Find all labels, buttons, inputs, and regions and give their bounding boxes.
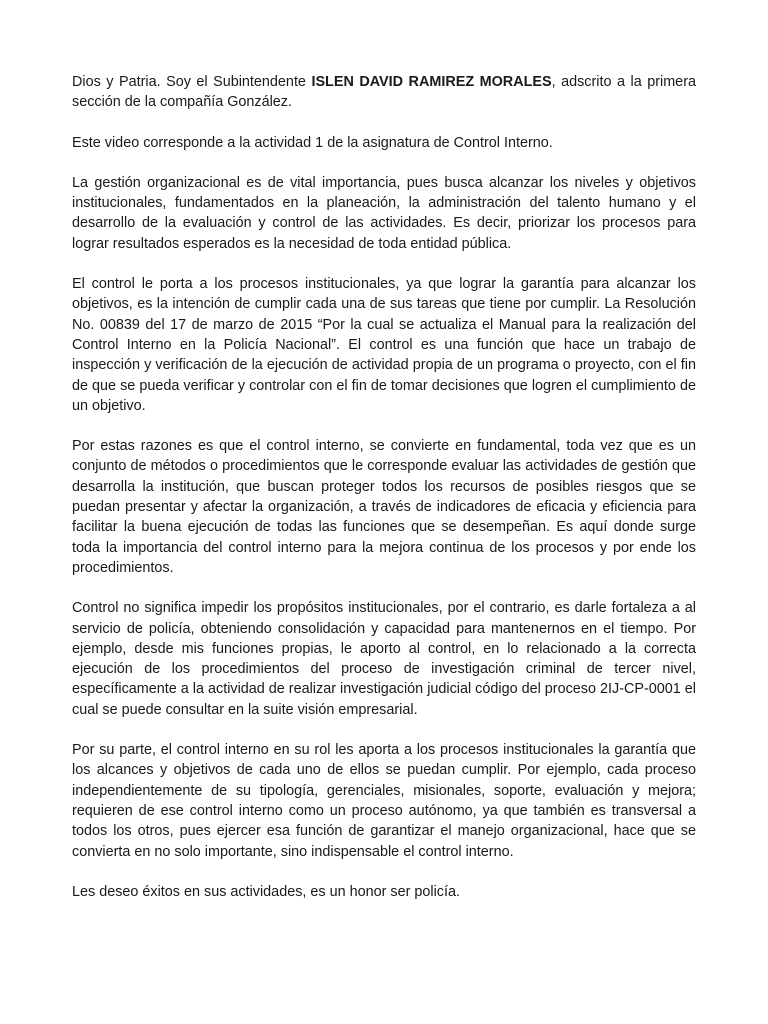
paragraph-control-role: Por su parte, el control interno en su rol les aporta a los procesos institucionales la garantía que los alcances y objetivos de cada uno de ellos se puedan cumplir. Por ejemplo, cada proceso independientemente de su tipología, gerenciales, misionales, soporte, evaluación y mejora; requieren de ese control interno como un proceso autónomo, ya que también es transversal a todos los otros, pues ejercer esa función de garantizar el manejo organizacional, hace que se convierta en no solo importante, sino indispensable el control interno.: [72, 742, 696, 860]
intro-text-after: , adscrito a la primera sección de la compañía González.: [72, 74, 696, 111]
document-page: [72, 72, 696, 922]
intro-paragraph: [72, 72, 696, 113]
paragraph-internal-control-importance: Por estas razones es que el control interno, se convierte en fundamental, toda vez que es un conjunto de métodos o procedimientos que le corresponde evaluar las actividades de gestión que desarrolla la institución, que buscan proteger todos los recursos de posibles riesgos que se puedan presentar y afectar la organización, a través de indicadores de eficacia y eficiencia para facilitar la buena ejecución de todas las funciones que se desempeñan. Es aquí donde surge toda la importancia del control interno para la mejora continua de los procesos y por ende los procedimientos.: [72, 438, 696, 576]
paragraph-organizational-management: La gestión organizacional es de vital importancia, pues busca alcanzar los niveles y objetivos institucionales, fundamentados en la planeación, la administración del talento humano y el desarrollo de la evaluación y control de las actividades. Es decir, priorizar los procesos para lograr resultados esperados es la necesidad de toda entidad pública.: [72, 174, 696, 252]
author-name: ISLEN DAVID RAMIREZ MORALES: [311, 74, 552, 90]
paragraph-closing: Les deseo éxitos en sus actividades, es un honor ser policía.: [72, 883, 460, 900]
paragraph-control-meaning: Control no significa impedir los propósitos institucionales, por el contrario, es darle fortaleza a al servicio de policía, obteniendo consolidación y capacidad para mantenernos en el tiempo. Por ejemplo, desde mis funciones propias, le aporto al control, en lo relacionado a la correcta ejecución de los procedimientos del proceso de investigación criminal de tercer nivel, específicamente a la actividad de realizar investigación judicial código del proceso 2IJ-CP-0001 el cual se puede consultar en la suite visión empresarial.: [72, 600, 696, 718]
paragraph-control-contribution: El control le porta a los procesos institucionales, ya que lograr la garantía para alcanzar los objetivos, es la intención de cumplir cada una de sus tareas que tiene por cumplir. La Resolución No. 00839 del 17 de marzo de 2015 “Por la cual se actualiza el Manual para la realización del Control Interno en la Policía Nacional”. El control es una función que hace un trabajo de inspección y verificación de la ejecución de actividad propia de un programa o proyecto, con el fin de que se pueda verificar y controlar con el fin de tomar decisiones que logren el cumplimiento de un objetivo.: [72, 276, 696, 414]
paragraph-activity: Este video corresponde a la actividad 1 de la asignatura de Control Interno.: [72, 134, 553, 151]
intro-text-before: Dios y Patria. Soy el Subintendente: [72, 74, 312, 90]
